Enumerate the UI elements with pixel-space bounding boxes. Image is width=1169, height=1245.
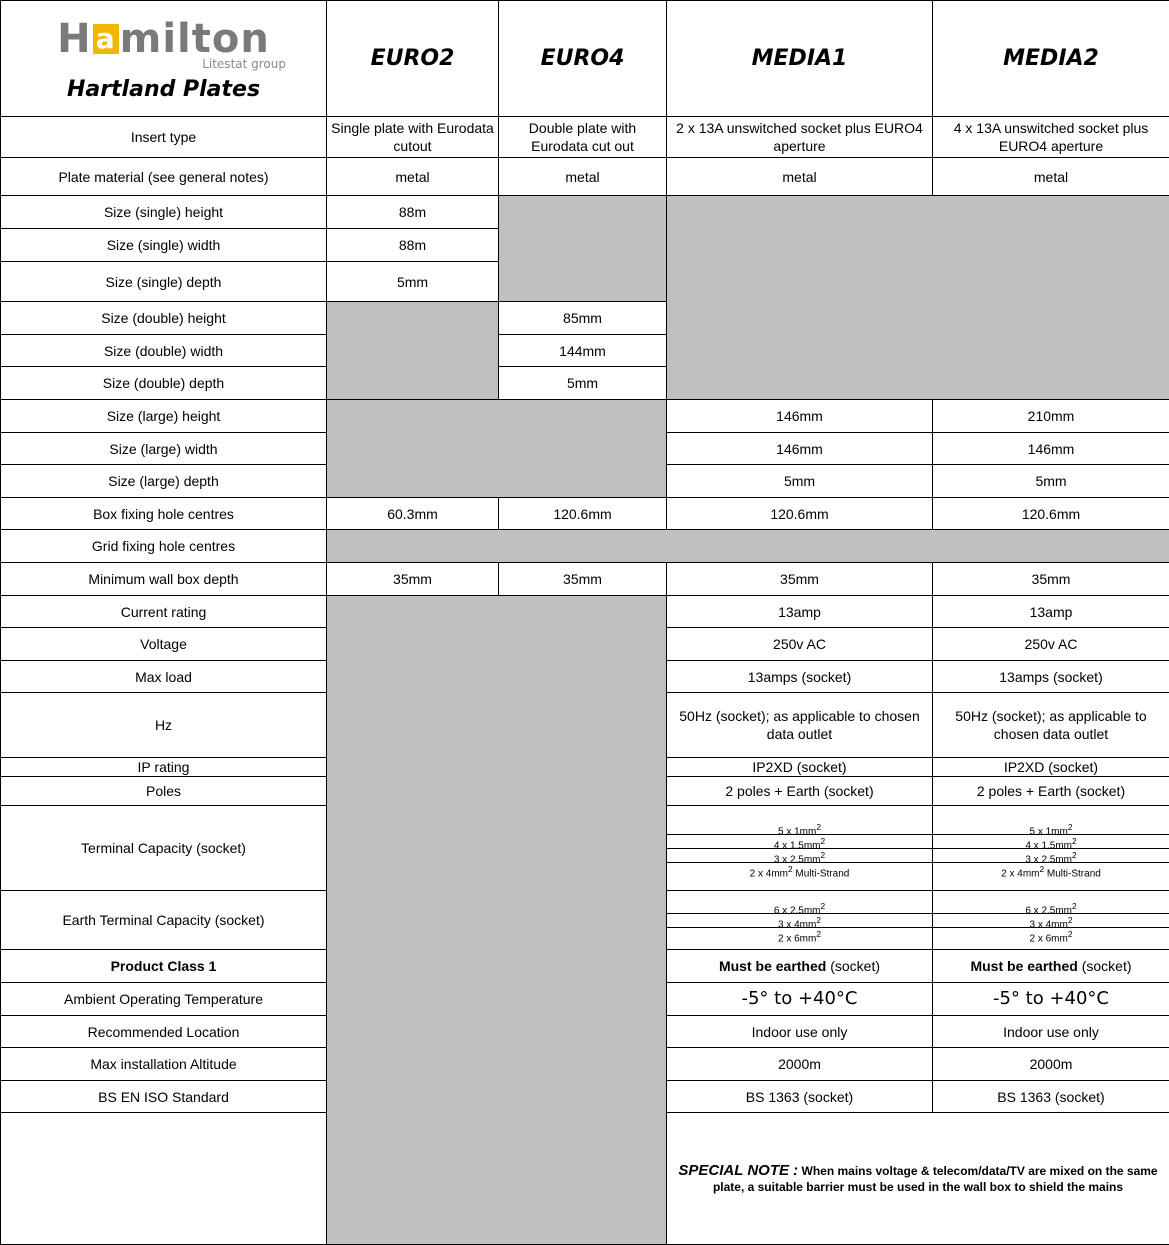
- cell: metal: [933, 158, 1169, 196]
- capacity-line: 6 x $2.5mm^2$: [933, 900, 1169, 914]
- cell: -5° to +40°C: [933, 983, 1169, 1016]
- row-label: Ambient Operating Temperature: [1, 983, 327, 1016]
- cell: 146mm: [667, 433, 933, 465]
- row-label: Size (large) depth: [1, 465, 327, 498]
- row-label: Grid fixing hole centres: [1, 530, 327, 563]
- column-header-media1: MEDIA1: [667, 1, 933, 117]
- row-label: Voltage: [1, 628, 327, 661]
- capacity-line: 2 x $6mm^2$: [667, 928, 932, 941]
- row-label: Terminal Capacity (socket): [1, 806, 327, 891]
- cell: Single plate with Eurodata cutout: [327, 117, 499, 158]
- row-label: Max installation Altitude: [1, 1048, 327, 1081]
- row-label: Size (large) height: [1, 400, 327, 433]
- terminal-capacity-media1: [667, 806, 933, 891]
- row-label: BS EN ISO Standard: [1, 1081, 327, 1113]
- cell: 210mm: [933, 400, 1169, 433]
- cell: 88m: [327, 196, 499, 229]
- cell: Indoor use only: [667, 1016, 933, 1048]
- column-header-euro2: EURO2: [327, 1, 499, 117]
- cell: -5° to +40°C: [667, 983, 933, 1016]
- row-label: Current rating: [1, 596, 327, 628]
- cell: 50Hz (socket); as applicable to chosen data outlet: [933, 693, 1169, 758]
- row-label: Size (double) height: [1, 302, 327, 335]
- capacity-line: 5 x $1mm^2$: [667, 821, 932, 835]
- cell: metal: [327, 158, 499, 196]
- cell: 120.6mm: [933, 498, 1169, 530]
- row-label: Earth Terminal Capacity (socket): [1, 891, 327, 950]
- logo-accent-letter: a: [93, 24, 119, 54]
- cell: 2000m: [933, 1048, 1169, 1081]
- cell: 5mm: [327, 262, 499, 302]
- cell: Must be earthed (socket): [933, 950, 1169, 983]
- row-label: Insert type: [1, 117, 327, 158]
- cell: 35mm: [499, 563, 667, 596]
- cell: Must be earthed (socket): [667, 950, 933, 983]
- row-label: IP rating: [1, 758, 327, 777]
- row-label: Max load: [1, 661, 327, 693]
- cell: 60.3mm: [327, 498, 499, 530]
- cell: 250v AC: [667, 628, 933, 661]
- row-label: Product Class 1: [1, 950, 327, 983]
- cell: 2 poles + Earth (socket): [933, 777, 1169, 806]
- cell: 144mm: [499, 335, 667, 367]
- cell: Indoor use only: [933, 1016, 1169, 1048]
- column-header-euro4: EURO4: [499, 1, 667, 117]
- cell: metal: [499, 158, 667, 196]
- cell: 13amp: [667, 596, 933, 628]
- column-header-media2: MEDIA2: [933, 1, 1169, 117]
- cell: IP2XD (socket): [667, 758, 933, 777]
- row-label: Size (large) width: [1, 433, 327, 465]
- earth-capacity-media2: [933, 891, 1169, 950]
- cell: 120.6mm: [499, 498, 667, 530]
- cell: 146mm: [933, 433, 1169, 465]
- na-block: [667, 196, 1169, 400]
- na-block: [327, 400, 667, 498]
- cell: 13amp: [933, 596, 1169, 628]
- capacity-line: 3 x $2.5mm^2$: [933, 849, 1169, 863]
- cell: 5mm: [933, 465, 1169, 498]
- cell: 13amps (socket): [667, 661, 933, 693]
- cell: 88m: [327, 229, 499, 262]
- row-label: Recommended Location: [1, 1016, 327, 1048]
- capacity-line: 2 x $4mm^2$ Multi-Strand: [667, 863, 932, 876]
- capacity-line: 4 x $1.5mm^2$: [667, 835, 932, 849]
- row-label: Minimum wall box depth: [1, 563, 327, 596]
- row-label: Size (single) depth: [1, 262, 327, 302]
- row-label: Poles: [1, 777, 327, 806]
- na-block: [327, 530, 1169, 563]
- row-label: Size (single) height: [1, 196, 327, 229]
- cell: metal: [667, 158, 933, 196]
- cell: 2000m: [667, 1048, 933, 1081]
- row-label: Plate material (see general notes): [1, 158, 327, 196]
- cell: 2 x 13A unswitched socket plus EURO4 aperture: [667, 117, 933, 158]
- terminal-capacity-media2: [933, 806, 1169, 891]
- cell: 120.6mm: [667, 498, 933, 530]
- cell: 50Hz (socket); as applicable to chosen data outlet: [667, 693, 933, 758]
- capacity-line: 6 x $2.5mm^2$: [667, 900, 932, 914]
- logo-subtitle: Litestat group: [1, 55, 326, 73]
- cell: 35mm: [933, 563, 1169, 596]
- sheet-title: Hartland Plates: [1, 81, 326, 99]
- capacity-line: 2 x $6mm^2$: [933, 928, 1169, 941]
- row-label: Box fixing hole centres: [1, 498, 327, 530]
- cell: 2 poles + Earth (socket): [667, 777, 933, 806]
- row-label: Hz: [1, 693, 327, 758]
- row-label: Size (single) width: [1, 229, 327, 262]
- logo-cell: [1, 1, 327, 117]
- na-block: [499, 196, 667, 302]
- row-label: Size (double) width: [1, 335, 327, 367]
- cell: 35mm: [667, 563, 933, 596]
- cell: 5mm: [667, 465, 933, 498]
- cell: BS 1363 (socket): [667, 1081, 933, 1113]
- cell: IP2XD (socket): [933, 758, 1169, 777]
- earth-capacity-media1: [667, 891, 933, 950]
- capacity-line: 3 x $4mm^2$: [933, 914, 1169, 928]
- cell: 13amps (socket): [933, 661, 1169, 693]
- cell: 4 x 13A unswitched socket plus EURO4 aperture: [933, 117, 1169, 158]
- cell: BS 1363 (socket): [933, 1081, 1169, 1113]
- cell: 146mm: [667, 400, 933, 433]
- brand-logo: H a milton: [1, 19, 326, 59]
- cell: 85mm: [499, 302, 667, 335]
- cell: 250v AC: [933, 628, 1169, 661]
- capacity-line: 3 x $4mm^2$: [667, 914, 932, 928]
- row-label: Size (double) depth: [1, 367, 327, 400]
- cell: 35mm: [327, 563, 499, 596]
- capacity-line: 5 x $1mm^2$: [933, 821, 1169, 835]
- cell: 5mm: [499, 367, 667, 400]
- special-note: SPECIAL NOTE : When mains voltage & telecom/data/TV are mixed on the same plate, a suitable barrier must be used in the wall box to shield the mains: [667, 1113, 1169, 1245]
- cell: Double plate with Eurodata cut out: [499, 117, 667, 158]
- na-block: [327, 302, 499, 400]
- blank-footer-cell: [1, 1113, 667, 1245]
- capacity-line: 2 x $4mm^2$ Multi-Strand: [933, 863, 1169, 876]
- capacity-line: 3 x $2.5mm^2$: [667, 849, 932, 863]
- capacity-line: 4 x $1.5mm^2$: [933, 835, 1169, 849]
